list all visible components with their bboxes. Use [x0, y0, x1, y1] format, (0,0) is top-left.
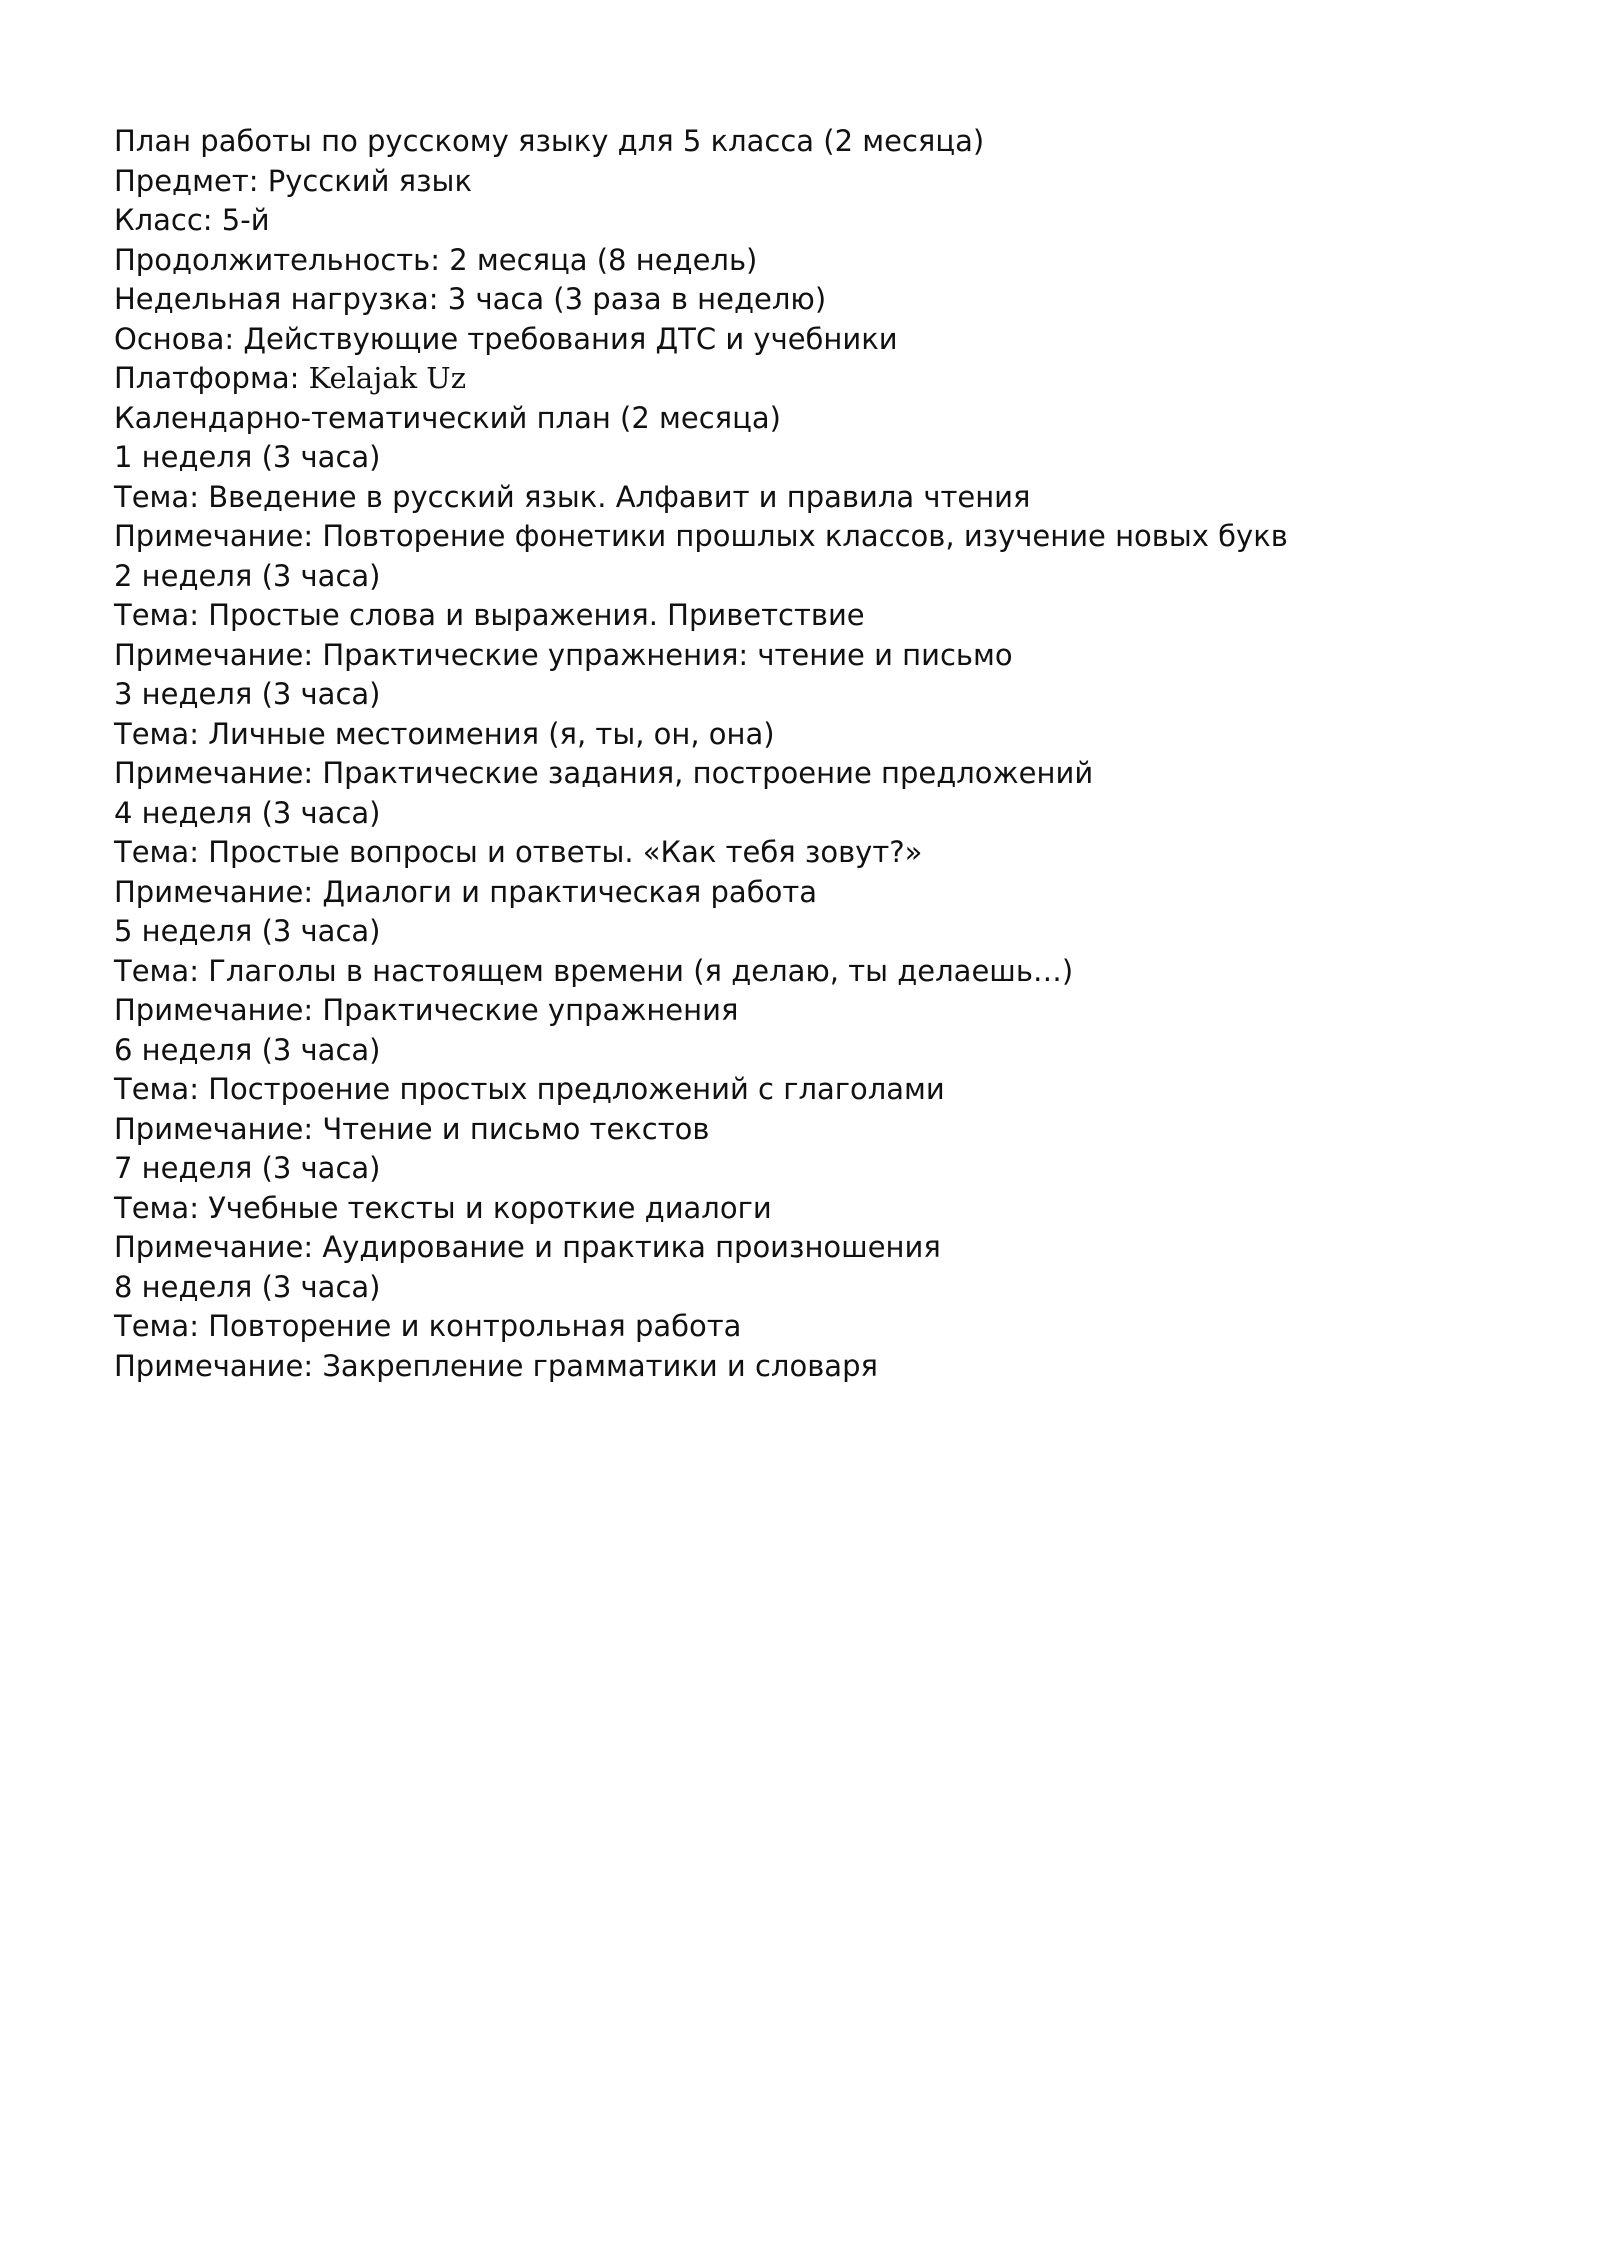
week-8-topic: Тема: Повторение и контрольная работа: [114, 1309, 742, 1343]
grade-line: Класс: 5-й: [114, 203, 270, 237]
week-8-heading: 8 неделя (3 часа): [114, 1269, 381, 1304]
week-6-note: Примечание: Чтение и письмо текстов: [114, 1111, 710, 1146]
week-1-heading: 1 неделя (3 часа): [114, 440, 381, 474]
week-8-note: Примечание: Закрепление грамматики и словаря: [114, 1348, 878, 1383]
platform-line: [114, 359, 1494, 399]
week-5-heading: 5 неделя (3 часа): [114, 914, 381, 948]
week-3-heading: 3 неделя (3 часа): [114, 677, 381, 711]
week-4-topic: Тема: Простые вопросы и ответы. «Как тебя зовут?»: [114, 835, 923, 869]
week-5-topic: Тема: Глаголы в настоящем времени (я делаю, ты делаешь…): [114, 953, 1074, 988]
week-7-note: Примечание: Аудирование и практика произношения: [114, 1230, 941, 1264]
week-3-topic: Тема: Личные местоимения (я, ты, он, она): [114, 716, 775, 751]
week-6-topic: Тема: Построение простых предложений с глаголами: [114, 1072, 945, 1106]
weekly-load-line: Недельная нагрузка: 3 часа (3 раза в неделю): [114, 282, 827, 316]
week-2-note: Примечание: Практические упражнения: чтение и письмо: [114, 637, 1013, 672]
week-1-note: Примечание: Повторение фонетики прошлых классов, изучение новых букв: [114, 519, 1288, 553]
subject-line: Предмет: Русский язык: [114, 163, 472, 198]
week-3-note: Примечание: Практические задания, построение предложений: [114, 756, 1094, 790]
week-7-heading: 7 неделя (3 часа): [114, 1151, 381, 1185]
plan-heading: Календарно-тематический план (2 месяца): [114, 400, 781, 435]
week-7-topic: Тема: Учебные тексты и короткие диалоги: [114, 1190, 772, 1225]
duration-line: Продолжительность: 2 месяца (8 недель): [114, 242, 758, 277]
document-title: План работы по русскому языку для 5 класса (2 месяца): [114, 124, 985, 158]
week-6-heading: 6 неделя (3 часа): [114, 1032, 381, 1067]
platform-label: Платформа:: [114, 361, 309, 395]
week-2-topic: Тема: Простые слова и выражения. Приветствие: [114, 598, 865, 632]
week-4-note: Примечание: Диалоги и практическая работа: [114, 874, 817, 909]
basis-line: Основа: Действующие требования ДТС и учебники: [114, 321, 898, 356]
week-4-heading: 4 неделя (3 часа): [114, 795, 381, 830]
platform-name: Kelajak Uz: [308, 361, 466, 395]
week-5-note: Примечание: Практические упражнения: [114, 993, 739, 1027]
document-page: [114, 122, 1494, 1386]
week-1-topic: Тема: Введение в русский язык. Алфавит и правила чтения: [114, 479, 1031, 514]
week-2-heading: 2 неделя (3 часа): [114, 558, 381, 593]
